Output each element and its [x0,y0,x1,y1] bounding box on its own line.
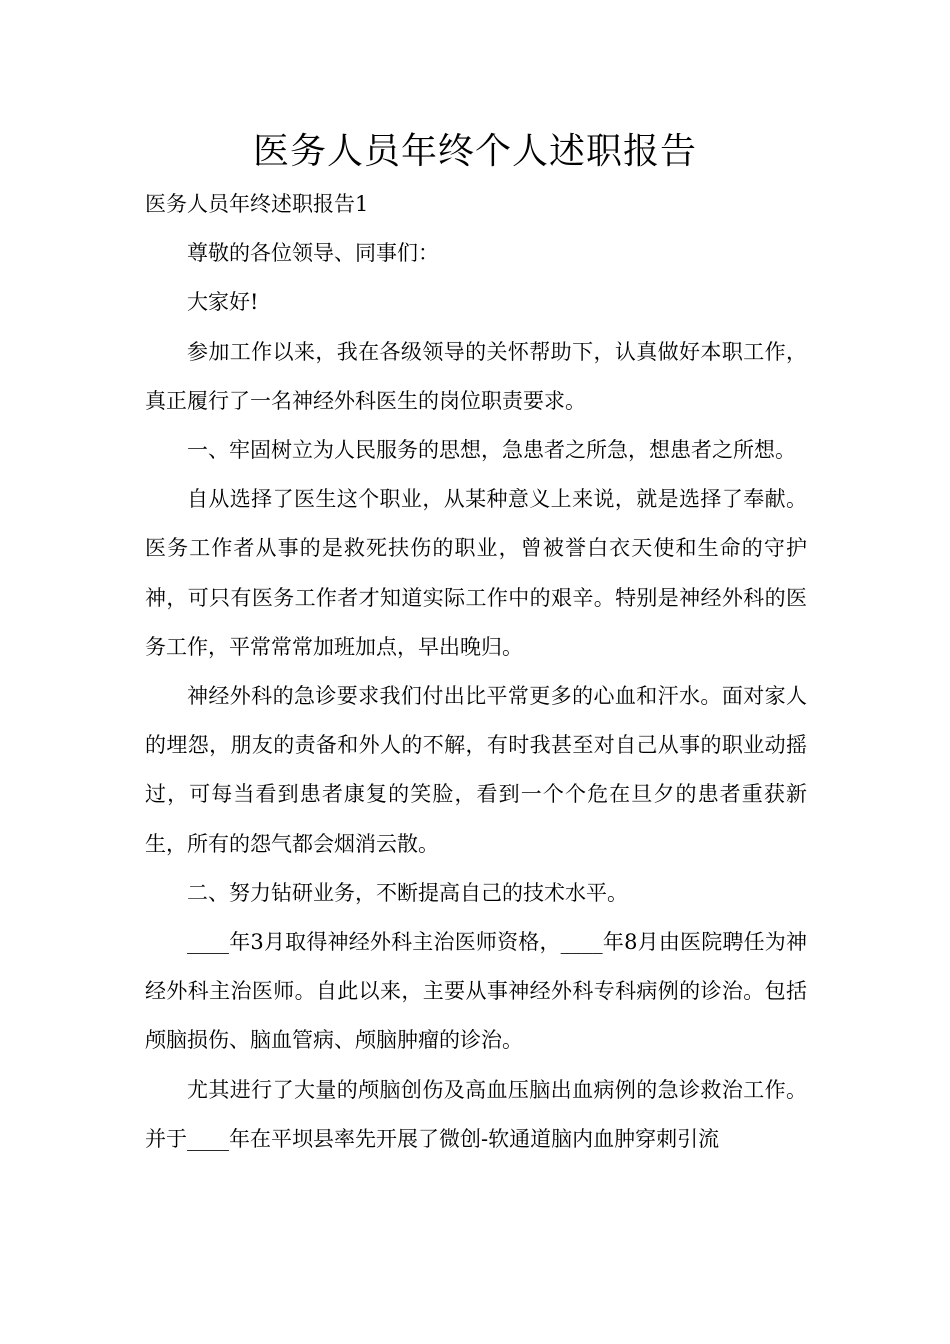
paragraph: 参加工作以来，我在各级领导的关怀帮助下，认真做好本职工作，真正履行了一名神经外科医生的岗位职责要求。 [145,339,807,413]
paragraph-salutation: 尊敬的各位领导、同事们： [187,241,439,266]
section-heading: 医务人员年终述职报告1 [145,192,369,216]
document-title: 医务人员年终个人述职报告 [252,131,697,172]
document-body [145,180,807,1164]
paragraph: 尤其进行了大量的颅脑创伤及高血压脑出血病例的急诊救治工作。并于____年在平坝县率先开展了微创-软通道脑内血肿穿刺引流 [145,1077,807,1151]
paragraph: ____年3月取得神经外科主治医师资格，____年8月由医院聘任为神经外科主治医师。自此以来，主要从事神经外科专科病例的诊治。包括颅脑损伤、脑血管病、颅脑肿瘤的诊治。 [145,930,807,1053]
paragraph-heading-1: 一、牢固树立为人民服务的思想，急患者之所急，想患者之所想。 [187,438,796,463]
paragraph: 自从选择了医生这个职业，从某种意义上来说，就是选择了奉献。医务工作者从事的是救死扶伤的职业，曾被誉白衣天使和生命的守护神，可只有医务工作者才知道实际工作中的艰辛。特别是神经外科的医务工作，平常常常加班加点，早出晚归。 [145,487,807,659]
paragraph: 神经外科的急诊要求我们付出比平常更多的心血和汗水。面对家人的埋怨，朋友的责备和外人的不解，有时我甚至对自己从事的职业动摇过，可每当看到患者康复的笑脸，看到一个个危在旦夕的患者重获新生，所有的怨气都会烟消云散。 [145,684,807,856]
paragraph-greeting: 大家好! [187,290,259,315]
paragraph-heading-2: 二、努力钻研业务，不断提高自己的技术水平。 [187,880,628,905]
